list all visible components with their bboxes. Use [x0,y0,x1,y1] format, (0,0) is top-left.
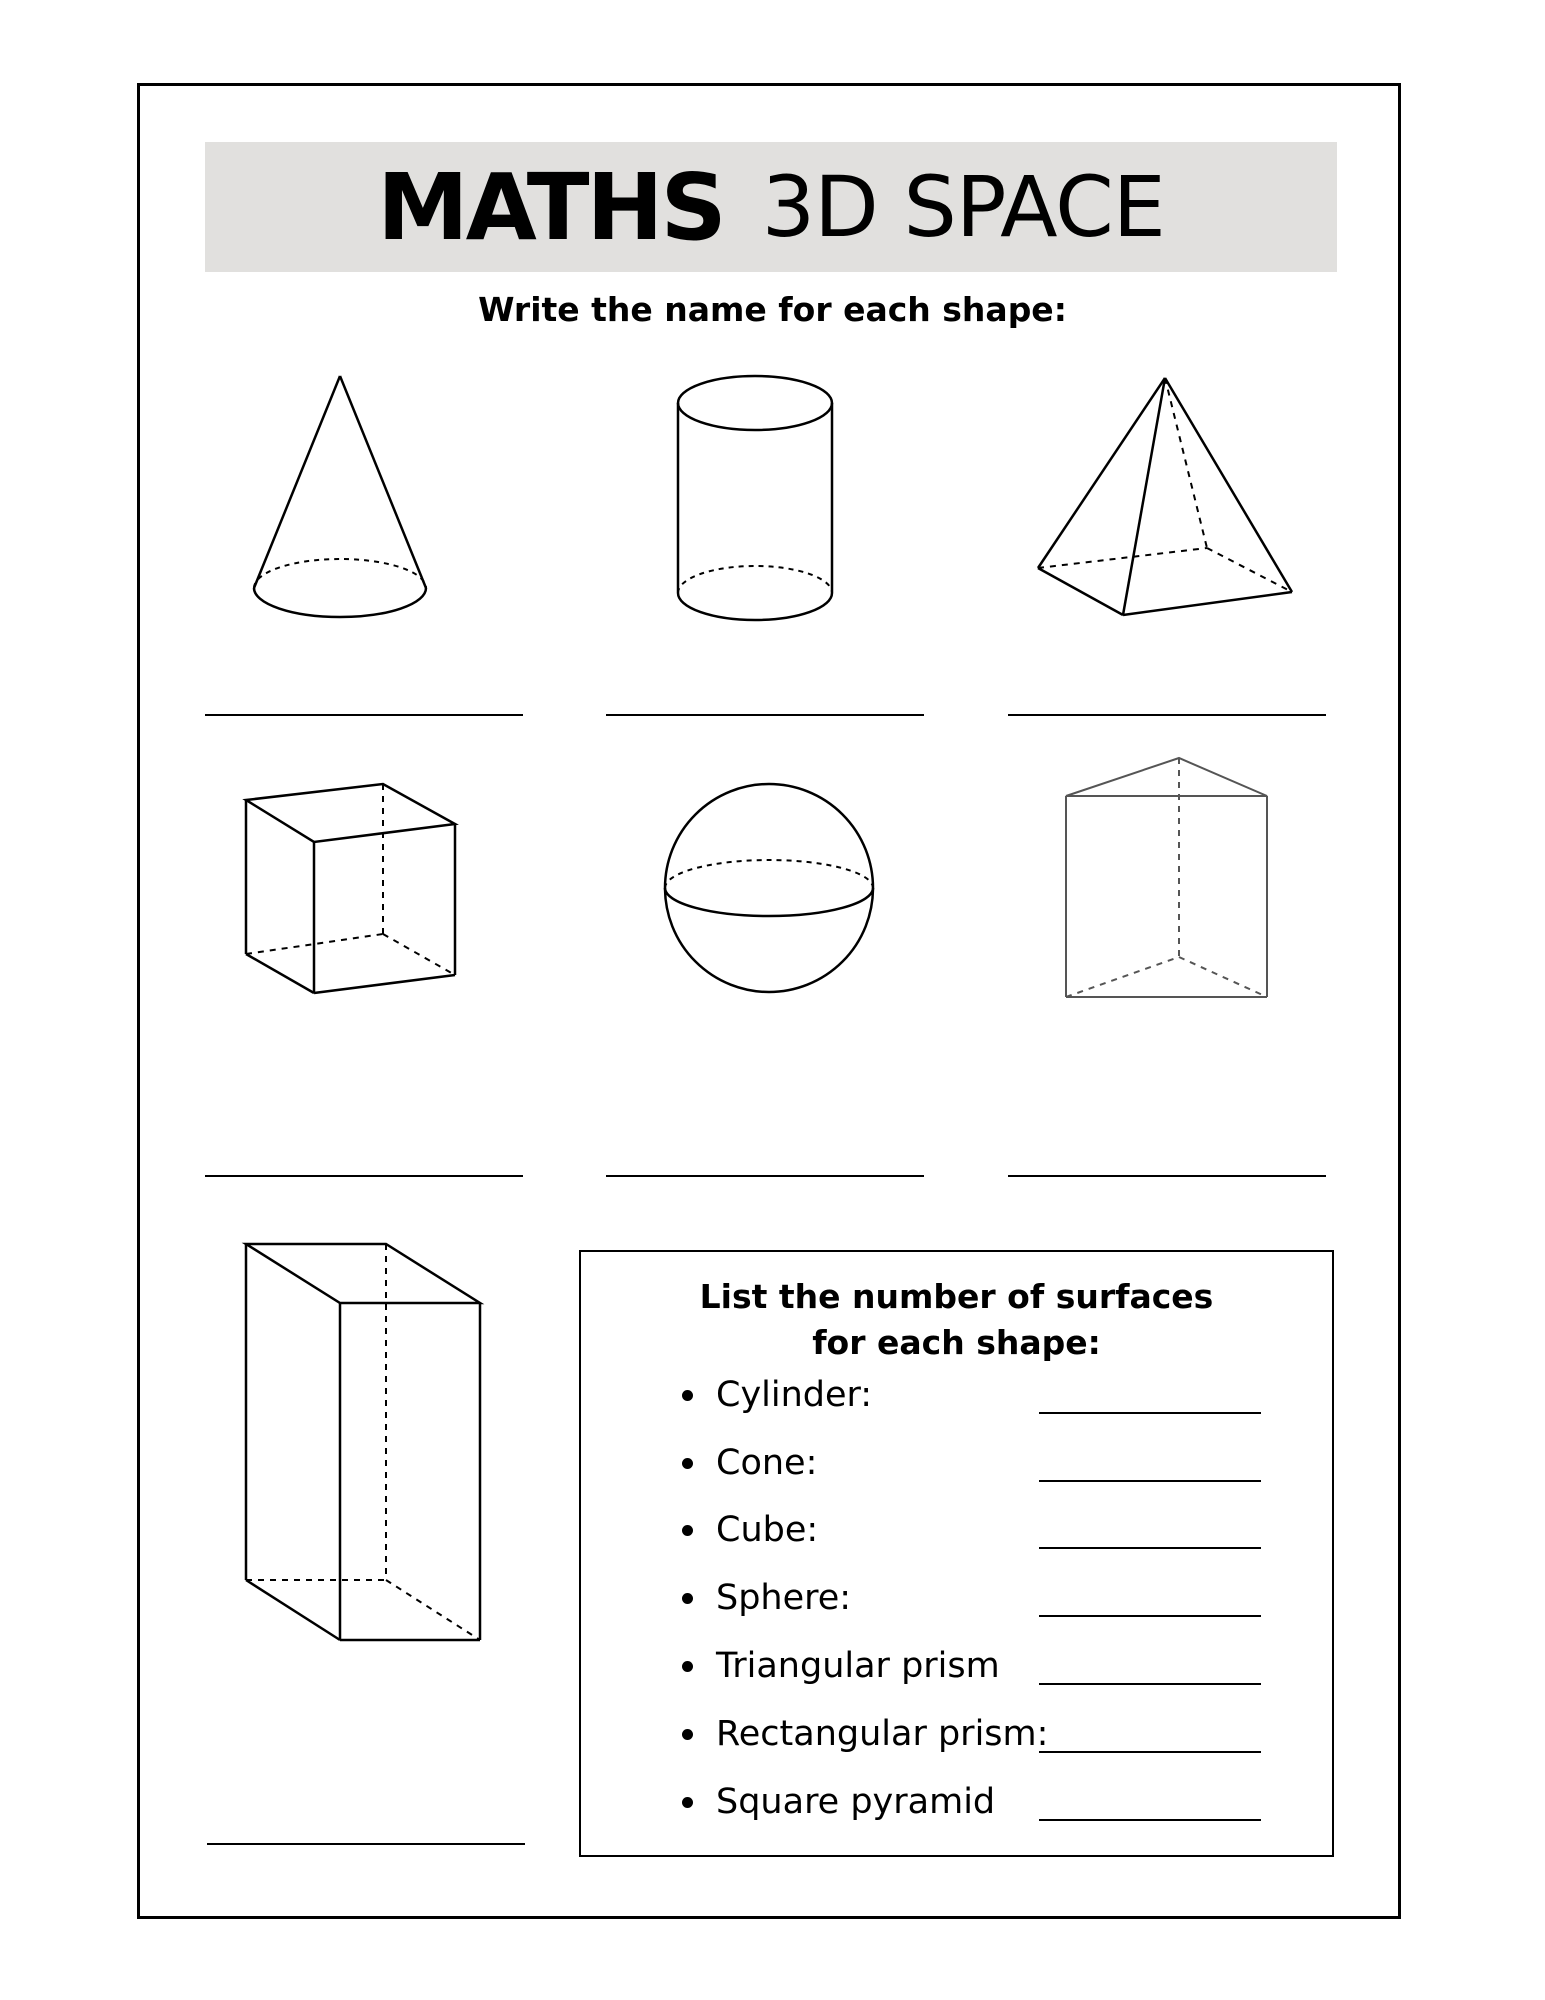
title-maths: MATHS [377,153,724,261]
surface-item-cone [581,1440,1332,1490]
surface-answer-blank[interactable] [1039,1412,1261,1414]
answer-line[interactable] [606,1175,924,1177]
title-3d-space: 3D SPACE [761,158,1165,256]
surface-label: Square pyramid [716,1782,996,1822]
surface-label: Rectangular prism: [716,1714,1049,1754]
cylinder-icon [670,370,840,630]
surface-label: Triangular prism [716,1646,1000,1686]
surface-label: Cube: [716,1510,819,1550]
surface-item-cube [581,1507,1332,1557]
surface-label: Cone: [716,1443,818,1483]
surface-item-cylinder [581,1372,1332,1422]
surfaces-heading-line2: for each shape: [812,1323,1101,1362]
bullet-icon [682,1458,693,1469]
surface-answer-blank[interactable] [1039,1480,1261,1482]
surface-item-triangular-prism [581,1643,1332,1693]
title-banner [205,142,1337,272]
surface-answer-blank[interactable] [1039,1751,1261,1753]
rectangular-prism-icon [240,1238,490,1648]
bullet-icon [682,1525,693,1536]
surface-label: Sphere: [716,1578,852,1618]
surface-item-square-pyramid [581,1779,1332,1829]
bullet-icon [682,1661,693,1672]
sphere-icon [660,780,880,1000]
bullet-icon [682,1797,693,1808]
surface-answer-blank[interactable] [1039,1683,1261,1685]
surface-answer-blank[interactable] [1039,1819,1261,1821]
bullet-icon [682,1593,693,1604]
answer-line[interactable] [205,714,523,716]
triangular-prism-icon [1060,752,1280,1012]
square-pyramid-icon [1030,370,1300,630]
name-shapes-instruction: Write the name for each shape: [478,290,1067,329]
surfaces-list [581,1252,1332,1855]
answer-line[interactable] [207,1843,525,1845]
surface-label: Cylinder: [716,1375,873,1415]
surfaces-box [579,1250,1334,1857]
surface-item-rectangular-prism [581,1711,1332,1761]
cone-icon [250,370,430,630]
cube-icon [240,780,460,1000]
answer-line[interactable] [1008,1175,1326,1177]
bullet-icon [682,1390,693,1401]
answer-line[interactable] [1008,714,1326,716]
answer-line[interactable] [606,714,924,716]
surface-answer-blank[interactable] [1039,1615,1261,1617]
surface-answer-blank[interactable] [1039,1547,1261,1549]
answer-line[interactable] [205,1175,523,1177]
surfaces-heading-line1: List the number of surfaces [699,1277,1214,1316]
bullet-icon [682,1729,693,1740]
surface-item-sphere [581,1575,1332,1625]
